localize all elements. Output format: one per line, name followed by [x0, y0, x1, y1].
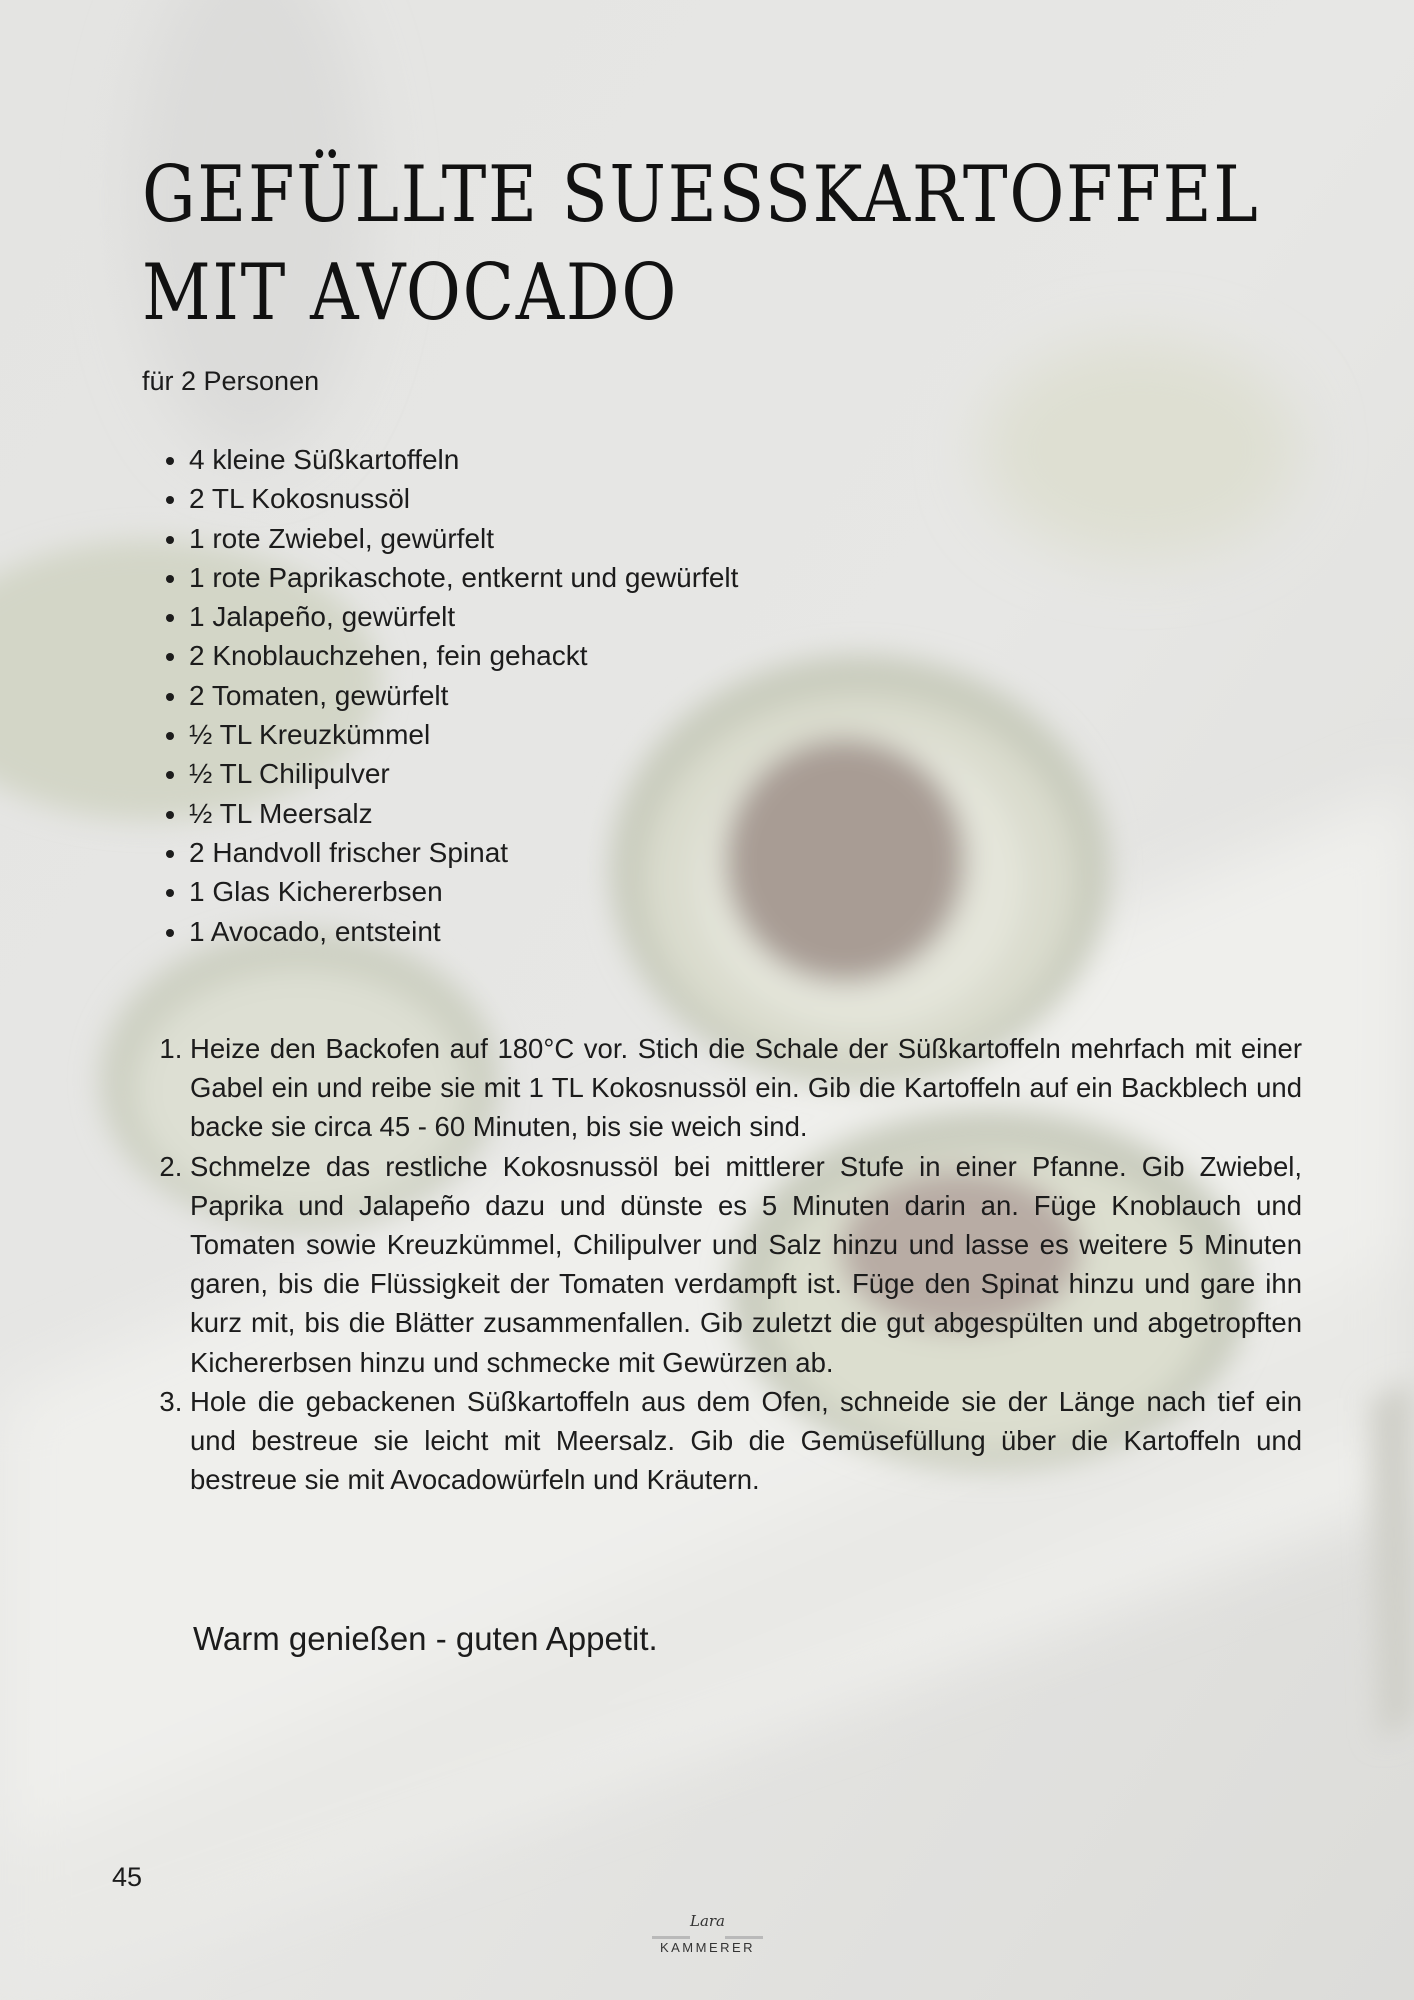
- ingredient-item: • 4 kleine Süßkartoffeln: [189, 440, 738, 479]
- ingredient-item: • 1 Glas Kichererbsen: [189, 872, 738, 911]
- ingredient-item: • 1 Avocado, entsteint: [189, 912, 738, 951]
- closing-line: Warm genießen - guten Appetit.: [193, 1620, 658, 1657]
- ingredient-item: • ½ TL Kreuzkümmel: [189, 715, 738, 754]
- ingredient-item: • 2 TL Kokosnussöl: [189, 479, 738, 518]
- servings: für 2 Personen: [142, 366, 320, 396]
- logo-script: Lara: [689, 1912, 726, 1930]
- ingredient-item: • ½ TL Meersalz: [189, 794, 738, 833]
- logo-wordmark: KAMMERER: [659, 1940, 756, 1955]
- ingredient-item: • 2 Tomaten, gewürfelt: [189, 676, 738, 715]
- instruction-steps: [160, 1029, 1302, 1499]
- ingredient-item: • 2 Handvoll frischer Spinat: [189, 833, 738, 872]
- instruction-step: 1. Heize den Backofen auf 180°C vor. Stich die Schale der Süßkartoffeln mehrfach mit einer Gabel ein und reibe sie mit 1 TL Kokosnussöl ein. Gib die Kartoffeln auf ein Backblech und backe sie circa 45 - 60 Minuten, bis sie weich sind.: [190, 1029, 1302, 1147]
- ingredient-item: • 1 rote Zwiebel, gewürfelt: [189, 519, 738, 558]
- title-line-2: MIT AVOCADO: [142, 248, 679, 338]
- logo-divider: [650, 1936, 765, 1938]
- instruction-step: 3. Hole die gebackenen Süßkartoffeln aus dem Ofen, schneide sie der Länge nach tief ein und bestreue sie leicht mit Meersalz. Gib die Gemüsefüllung über die Kartoffeln und bestreue sie mit Avocadowürfeln und Kräutern.: [190, 1382, 1302, 1500]
- ingredient-list: [144, 440, 738, 951]
- ingredient-item: • ½ TL Chilipulver: [189, 754, 738, 793]
- title-line-1: GEFÜLLTE SUESSKARTOFFEL: [142, 150, 1260, 240]
- ingredient-item: • 1 Jalapeño, gewürfelt: [189, 597, 738, 636]
- ingredient-item: • 2 Knoblauchzehen, fein gehackt: [189, 636, 738, 675]
- ingredient-item: • 1 rote Paprikaschote, entkernt und gewürfelt: [189, 558, 738, 597]
- recipe-title: [142, 146, 1260, 342]
- page-number: 45: [112, 1862, 143, 1892]
- instruction-step: 2. Schmelze das restliche Kokosnussöl bei mittlerer Stufe in einer Pfanne. Gib Zwiebel, Paprika und Jalapeño dazu und dünste es 5 Minuten darin an. Füge Knoblauch und Tomaten sowie Kreuzkümmel, Chilipulver und Salz hinzu und lasse es weitere 5 Minuten garen, bis die Flüssigkeit der Tomaten verdampft ist. Füge den Spinat hinzu und gare ihn kurz mit, bis die Blätter zusammenfallen. Gib zuletzt die gut abgespülten und abgetropften Kichererbsen hinzu und schmecke mit Gewürzen ab.: [190, 1147, 1302, 1382]
- brand-logo: [650, 1910, 765, 1960]
